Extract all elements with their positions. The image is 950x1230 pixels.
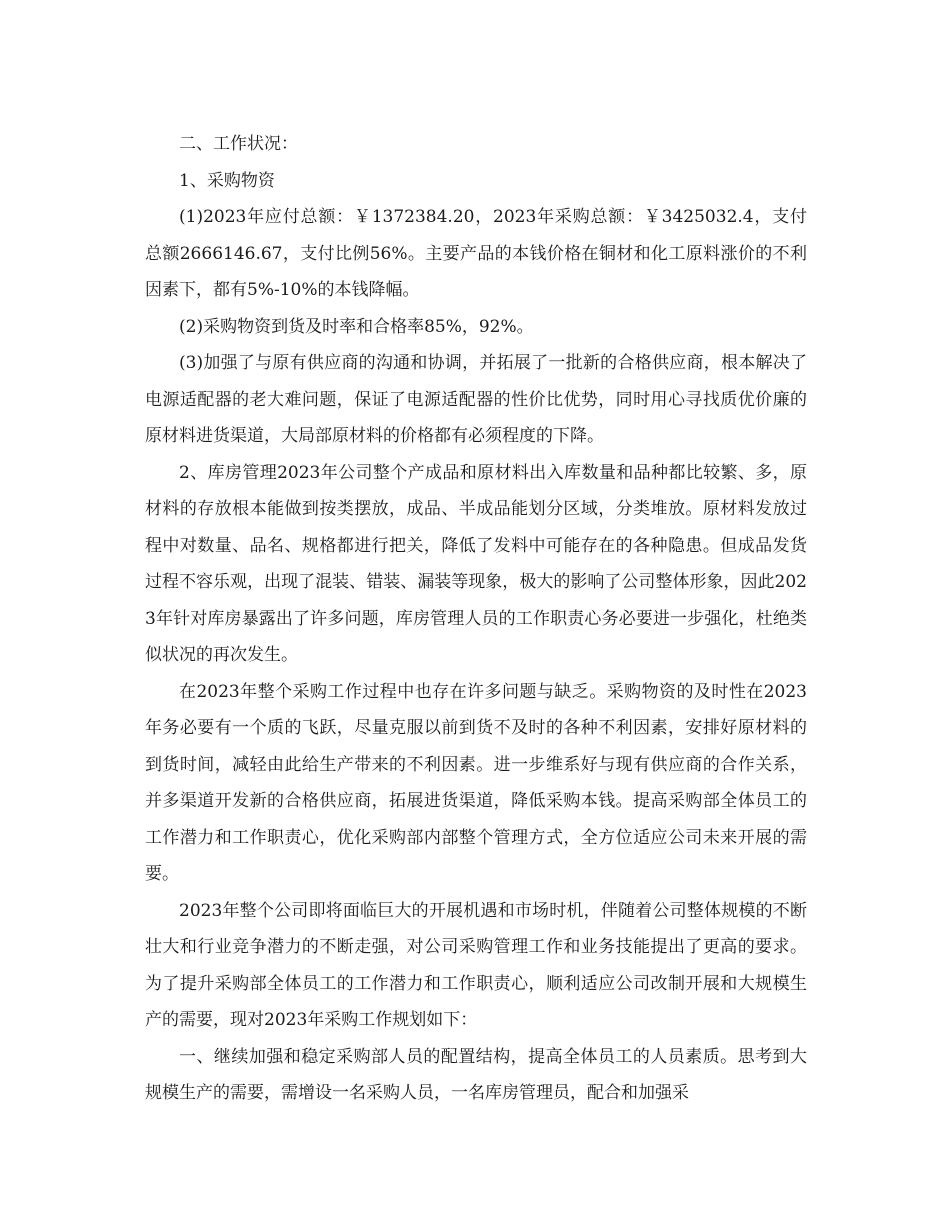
paragraph-problems-shortcomings: 在2023年整个采购工作过程中也存在许多问题与缺乏。采购物资的及时性在2023年务必要有一个质的飞跃，尽量克服以前到货不及时的各种不利因素，安排好原材料的到货时间，减轻由此给生产带来的不利因素。进一步维系好与现有供应商的合作关系，并多渠道开发新的合格供应商，拓展进货渠道，降低采购本钱。提高采购部全体员工的工作潜力和工作职责心，优化采购部内部整个管理方式，全方位适应公司未来开展的需要。 [145, 681, 807, 884]
paragraph-supplier-communication: (3)加强了与原有供应商的沟通和协调，并拓展了一批新的合格供应商，根本解决了电源适配器的老大难问题，保证了电源适配器的性价比优势，同时用心寻找质优价廉的原材料进货渠道，大局部原材料的价格都有必须程度的下降。 [145, 353, 807, 446]
subheading-purchased-materials: 1、采购物资 [179, 170, 275, 191]
paragraph-plan-item-one: 一、继续加强和稳定采购部人员的配置结构，提高全体员工的人员素质。思考到大规模生产的需要，需增设一名采购人员，一名库房管理员，配合和加强采 [145, 1046, 807, 1103]
paragraph-delivery-rate: (2)采购物资到货及时率和合格率85%，92%。 [179, 316, 534, 337]
document-body [145, 126, 807, 1112]
section-heading-work-status: 二、工作状况： [179, 134, 298, 154]
paragraph-opportunities-plan: 2023年整个公司即将面临巨大的开展机遇和市场时机，伴随着公司整体规模的不断壮大和行业竞争潜力的不断走强，对公司采购管理工作和业务技能提出了更高的要求。为了提升采购部全体员工的工作潜力和工作职责心，顺利适应公司改制开展和大规模生产的需要，现对2023年采购工作规划如下： [145, 900, 807, 1030]
paragraph-payment-totals: (1)2023年应付总额：￥1372384.20，2023年采购总额：￥3425032.4，支付总额2666146.67，支付比例56%。主要产品的本钱价格在铜材和化工原料涨价的不利因素下，都有5%-10%的本钱降幅。 [145, 207, 807, 300]
paragraph-warehouse-management: 2、库房管理2023年公司整个产成品和原材料出入库数量和品种都比较繁、多，原材料的存放根本能做到按类摆放，成品、半成品能划分区域，分类堆放。原材料发放过程中对数量、品名、规格都进行把关，降低了发料中可能存在的各种隐患。但成品发货过程不容乐观，出现了混装、错装、漏装等现象，极大的影响了公司整体形象，因此2023年针对库房暴露出了许多问题，库房管理人员的工作职责心务必要进一步强化，杜绝类似状况的再次发生。 [145, 462, 807, 665]
